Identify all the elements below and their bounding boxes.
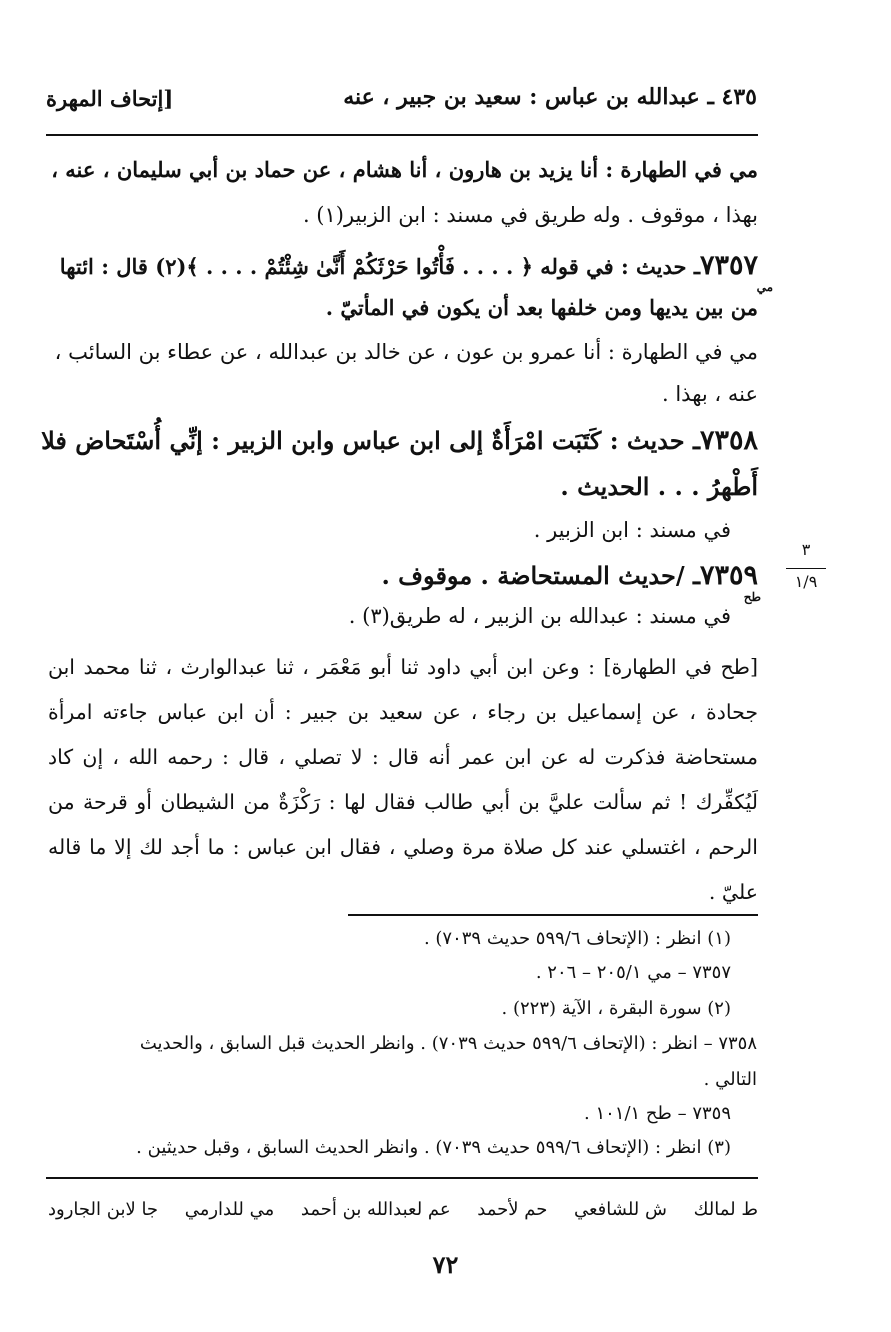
footnote: (٣) انظر : (الإتحاف ٥٩٩/٦ حديث ٧٠٣٩) . وانظر الحديث السابق ، وقبل حديثين . bbox=[136, 1137, 731, 1158]
abbreviation-item: جا لابن الجارود bbox=[48, 1199, 159, 1220]
running-header-book: [إتحاف المهرة bbox=[46, 86, 174, 111]
running-header-title: ٤٣٥ ـ عبدالله بن عباس : سعيد بن جبير ، عنه bbox=[343, 84, 757, 110]
abbreviation-item: حم لأحمد bbox=[477, 1199, 548, 1220]
body-line: بهذا ، موقوف . وله طريق في مسند : ابن الزبير(١) . bbox=[302, 203, 758, 227]
body-line: من بين يديها ومن خلفها بعد أن يكون في المأتيّ . bbox=[325, 295, 758, 320]
abbreviation-item: ش للشافعي bbox=[573, 1199, 667, 1220]
hadith-7359-heading bbox=[48, 560, 758, 591]
hadith-number: ٧٣٥٨ bbox=[699, 425, 758, 456]
margin-page-mark: ١/٩ bbox=[794, 572, 818, 591]
abbreviation-item: ط لمالك bbox=[693, 1199, 758, 1220]
abbreviation-item: عم لعبدالله بن أحمد bbox=[300, 1199, 451, 1220]
footnote: (١) انظر : (الإتحاف ٥٩٩/٦ حديث ٧٠٣٩) . bbox=[423, 928, 731, 949]
body-line: عنه ، بهذا . bbox=[662, 382, 758, 406]
hadith-number: ٧٣٥٩ bbox=[699, 560, 758, 591]
abbreviation-key bbox=[48, 1199, 758, 1220]
header-rule bbox=[46, 134, 758, 136]
body-line: في مسند : ابن الزبير . bbox=[533, 518, 731, 542]
hadith-text: ـ حديث : في قوله ﴿ . . . . فَأْتُوا حَرْثَكُمْ أَنَّىٰ شِئْتُمْ . . . . ﴾(٢) قال : ائتها bbox=[59, 254, 700, 279]
footnote: ٧٣٥٨ – انظر : (الإتحاف ٥٩٩/٦ حديث ٧٠٣٩) . وانظر الحديث قبل السابق ، والحديث bbox=[139, 1033, 757, 1054]
body-line: مي في الطهارة : أنا عمرو بن عون ، عن خالد بن عبدالله ، عن عطاء بن السائب ، bbox=[54, 340, 758, 364]
footer-rule bbox=[46, 1177, 758, 1179]
page-number: ٧٢ bbox=[432, 1250, 459, 1279]
body-line: مي في الطهارة : أنا يزيد بن هارون ، أنا هشام ، عن حماد بن أبي سليمان ، عنه ، bbox=[51, 157, 758, 182]
footnote: (٢) سورة البقرة ، الآية (٢٢٣) . bbox=[501, 998, 731, 1019]
footnote: ٧٣٥٧ – مي ٢٠٥/١ – ٢٠٦ . bbox=[535, 962, 731, 983]
margin-volume-mark: ٣ bbox=[801, 540, 811, 559]
hadith-7357-heading bbox=[48, 250, 758, 281]
abbreviation-item: مي للدارمي bbox=[184, 1199, 275, 1220]
hadith-number: ٧٣٥٧ bbox=[699, 250, 758, 281]
body-line: أَطْهرُ . . . الحديث . bbox=[560, 472, 758, 501]
hadith-text: ـ /حديث المستحاضة . موقوف . bbox=[381, 561, 700, 590]
margin-rule bbox=[786, 568, 826, 569]
hadith-7358-heading bbox=[41, 425, 758, 456]
footnote-rule bbox=[348, 914, 758, 916]
footnote: التالي . bbox=[703, 1069, 757, 1090]
source-mark: طح bbox=[743, 590, 761, 604]
body-line: في مسند : عبدالله بن الزبير ، له طريق(٣) . bbox=[348, 604, 731, 628]
body-paragraph: [طح في الطهارة] : وعن ابن أبي داود ثنا أبو مَعْمَر ، ثنا عبدالوارث ، ثنا محمد ابن جحادة ، عن إسماعيل بن رجاء ، عن سعيد بن جبير : أن ابن عباس جاءته امرأة مستحاضة فذكرت له عن ابن عمر أنه قال : لا تصلي ، قال : رحمه الله ، إن كاد لَيُكفِّرك ! ثم سألت عليَّ بن أبي طالب فقال لها : رَكْزَةٌ من الشيطان أو قرحة من الرحم ، اغتسلي عند كل صلاة مرة وصلي ، فقال ابن عباس : ما أجد لك إلا ما قاله عليّ . bbox=[48, 655, 758, 904]
hadith-text: ـ حديث : كَتَبَت امْرَأَةٌ إلى ابن عباس وابن الزبير : إنِّي أُسْتَحاض فلا bbox=[41, 426, 700, 455]
footnote: ٧٣٥٩ – طح ١٠١/١ . bbox=[584, 1103, 731, 1124]
source-mark: مي bbox=[756, 280, 773, 294]
